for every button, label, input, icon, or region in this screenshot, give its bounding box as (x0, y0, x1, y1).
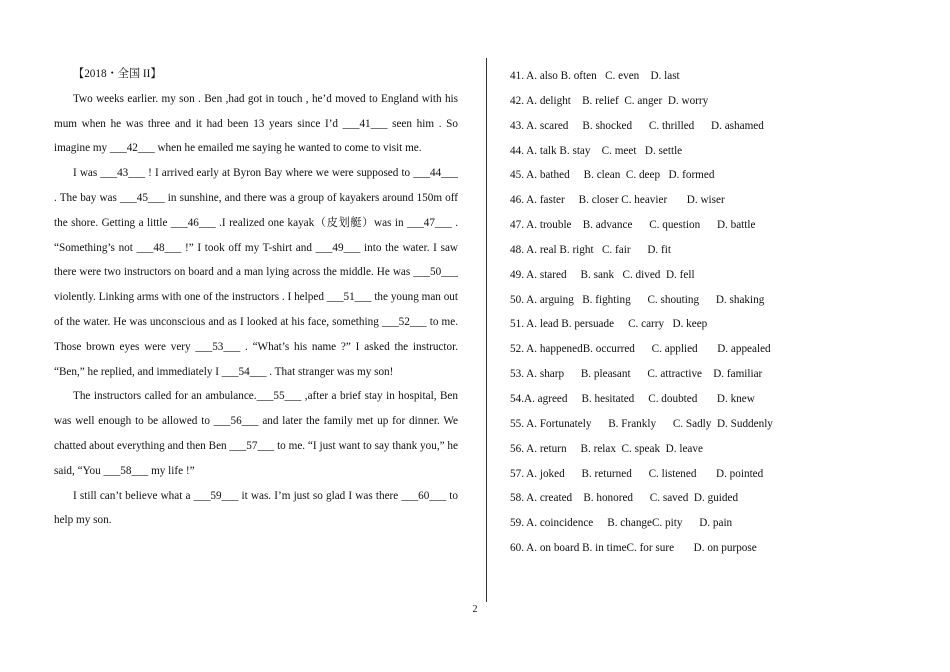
question-item: 53. A. sharp B. pleasant C. attractive D. familiar (510, 368, 763, 381)
question-item: 52. A. happenedB. occurred C. applied D. appealed (510, 343, 771, 356)
question-item: 59. A. coincidence B. changeC. pity D. pain (510, 517, 733, 530)
question-column (510, 64, 810, 561)
question-item: 48. A. real B. right C. fair D. fit (510, 243, 671, 256)
question-item: 55. A. Fortunately B. Frankly C. Sadly D. Suddenly (510, 417, 773, 430)
question-item: 42. A. delight B. relief C. anger D. worry (510, 94, 709, 107)
question-item: 45. A. bathed B. clean C. deep D. formed (510, 169, 715, 182)
page-number: 2 (472, 604, 478, 615)
passage-paragraph: Two weeks earlier. my son . Ben ,had got in touch , he’d moved to England with his mum when he was three and it had been 13 years since I’d ___41___ seen him . So imagine my ___42___ when he emailed me saying he wanted to come to visit me. (54, 92, 458, 155)
question-item: 54.A. agreed B. hesitated C. doubted D. knew (510, 392, 755, 405)
passage-paragraph: I still can’t believe what a ___59___ it was. I’m just so glad I was there ___60___ to help my son. (54, 489, 458, 527)
question-item: 60. A. on board B. in timeC. for sure D. on purpose (510, 542, 757, 555)
question-item: 57. A. joked B. returned C. listened D. pointed (510, 467, 764, 480)
question-item: 51. A. lead B. persuade C. carry D. keep (510, 318, 708, 331)
question-item: 43. A. scared B. shocked C. thrilled D. ashamed (510, 119, 764, 132)
question-item: 47. A. trouble B. advance C. question D. battle (510, 219, 756, 232)
question-item: 46. A. faster B. closer C. heavier D. wiser (510, 194, 725, 207)
question-item: 49. A. stared B. sank C. dived D. fell (510, 268, 695, 281)
question-item: 50. A. arguing B. fighting C. shouting D. shaking (510, 293, 765, 306)
question-item: 41. A. also B. often C. even D. last (510, 70, 680, 82)
question-item: 58. A. created B. honored C. saved D. guided (510, 492, 739, 505)
question-item: 56. A. return B. relax C. speak D. leave (510, 442, 703, 455)
passage-column (54, 62, 458, 533)
column-divider (486, 58, 487, 602)
passage-paragraph: The instructors called for an ambulance.___55___ ,after a brief stay in hospital, Ben was well enough to be allowed to ___56___ and later the family met up for dinner. We chatted about everything and then Ben ___57___ to me. “I just want to say thank you,” he said, “You ___58___ my life !” (54, 390, 458, 477)
passage-paragraph: I was ___43___ ! I arrived early at Byron Bay where we were supposed to ___44___ . The bay was ___45___ in sunshine, and there was a group of kayakers around 150m off the shore. Getting a little ___46___ .I realized one kayak（皮划艇）was in ___47___ . “Something’s not ___48___ !” I took off my T-shirt and ___49___ into the water. I saw there were two instructors on board and a man lying across the middle. He was ___50___ violently. Linking arms with one of the instructors . I helped ___51___ the young man out of the water. He was unconscious and as I looked at his face, something ___52___ to me. Those brown eyes were very ___53___ . “What’s his name ?” I asked the instructor. “Ben,” he replied, and immediately I ___54___ . That stranger was my son! (54, 167, 458, 378)
source-label: 【2018・全国 II】 (73, 68, 162, 80)
question-item: 44. A. talk B. stay C. meet D. settle (510, 144, 683, 157)
